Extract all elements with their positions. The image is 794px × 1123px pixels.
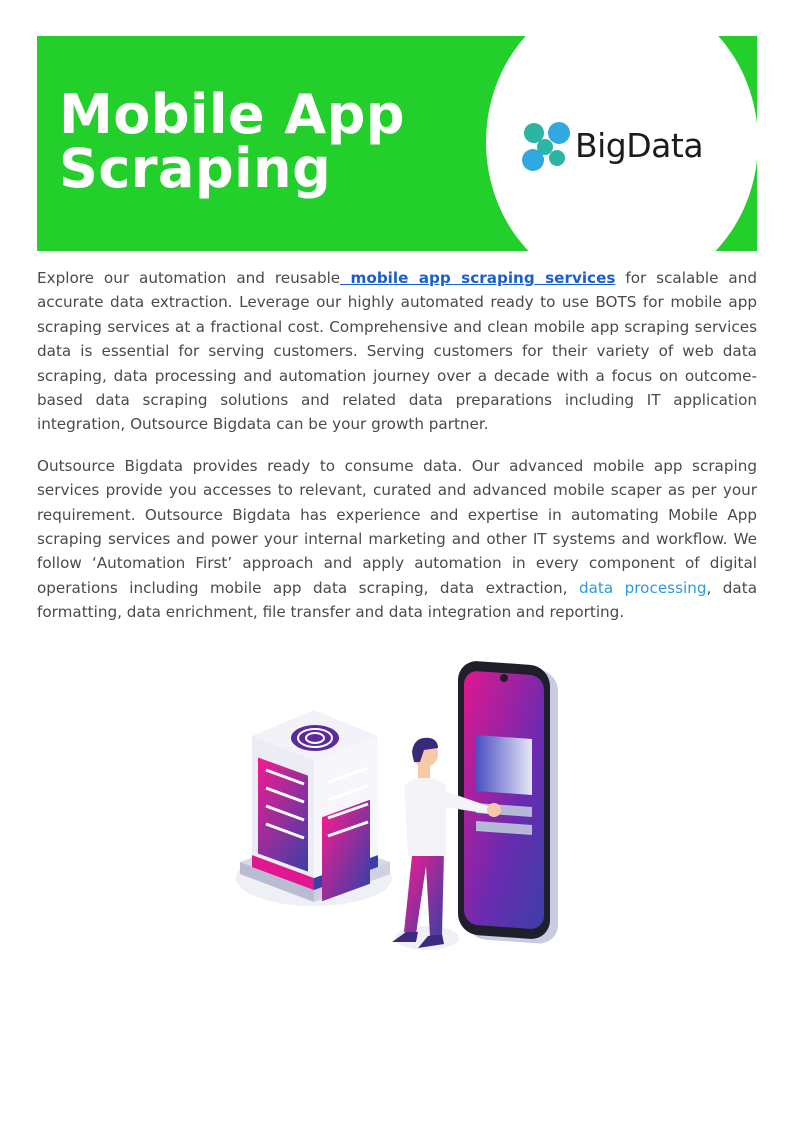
paragraph-intro-rest: for scalable and accurate data extraction. Leverage our highly automated ready to use BOTS for mobile app scraping services at a fractional cost. Comprehensive and clean mobile app scraping services data is essential for serving customers. Serving customers for their variety of web data scraping, data processing and automation journey over a decade with a focus on outcome-based data scraping solutions and related data preparations including IT application integration, Outsource Bigdata can be your growth partner. — [37, 269, 757, 434]
logo-mark-icon — [521, 120, 573, 172]
mobile-scraping-illustration — [232, 640, 562, 960]
bigdata-logo — [521, 120, 721, 176]
title-line-1: Mobile App — [59, 83, 406, 146]
paragraph-intro — [37, 266, 757, 437]
data-processing-link[interactable]: data processing — [578, 578, 707, 597]
paragraph-details-text: Outsource Bigdata provides ready to consume data. Our advanced mobile app scraping services provide you accesses to relevant, curated and advanced mobile scaper as per your requirement. Outsource Bigdata has experience and expertise in automating Mobile App scraping services and power your internal marketing and other IT systems and workflow. We follow ‘Automation First’ approach and apply automation in every component of digital operations including mobile app data scraping, data extraction, — [37, 456, 757, 597]
paragraph-details — [37, 454, 757, 625]
logo-text: BigData — [575, 126, 704, 165]
paragraph-intro-text: Explore our automation and reusable — [37, 269, 341, 287]
server-icon — [236, 710, 392, 906]
mobile-app-scraping-link[interactable]: mobile app scraping services — [340, 269, 616, 287]
header-banner — [37, 36, 757, 251]
paragraph-details-rest: , data formatting, data enrichment, file transfer and data integration and reporting. — [37, 578, 757, 622]
title-line-2: Scraping — [59, 137, 332, 200]
main-content — [37, 266, 757, 642]
page-title — [59, 83, 406, 200]
